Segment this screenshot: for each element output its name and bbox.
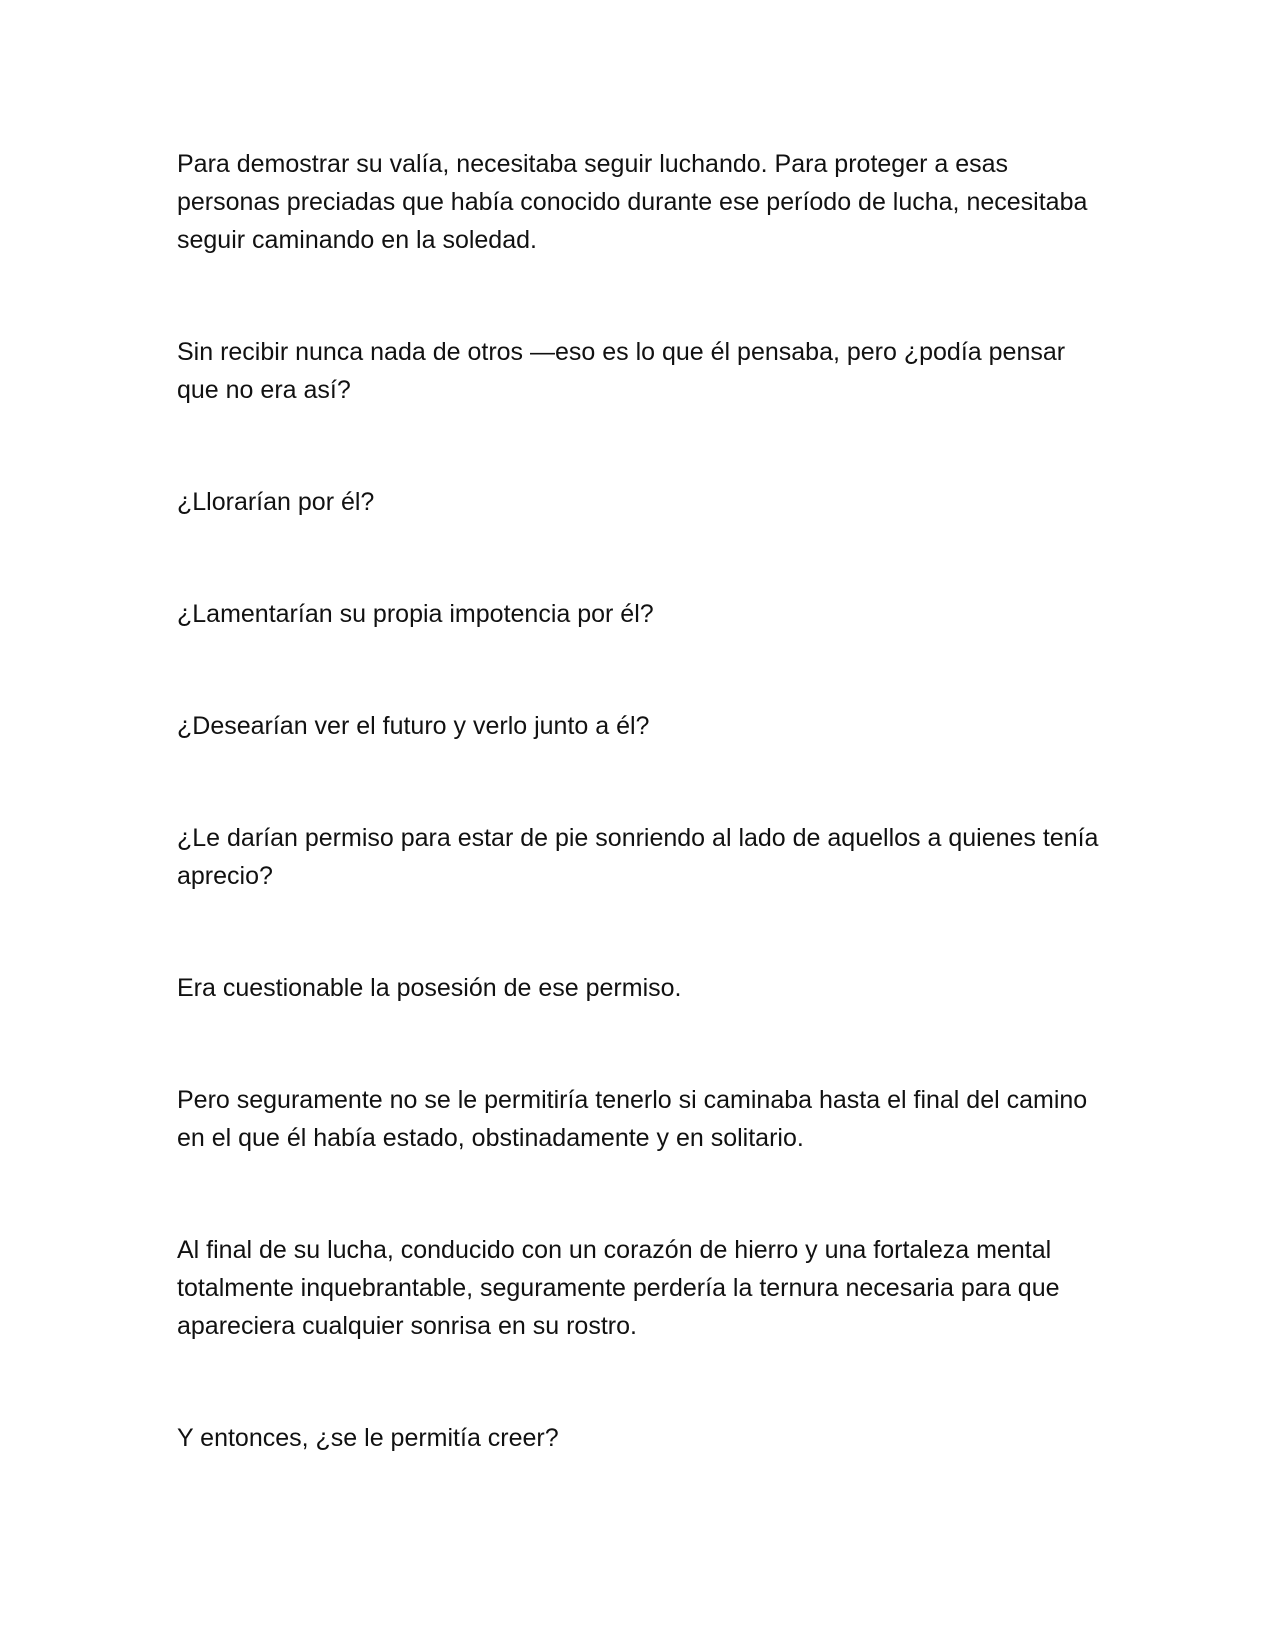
paragraph: Al final de su lucha, conducido con un corazón de hierro y una fortaleza mental totalmente inquebrantable, seguramente perdería la ternura necesaria para que apareciera cualquier sonrisa en su rostro. [177,1236,1060,1340]
paragraph: Pero seguramente no se le permitiría tenerlo si caminaba hasta el final del camino en el que él había estado, obstinadamente y en solitario. [177,1086,1088,1152]
paragraph: Sin recibir nunca nada de otros —eso es lo que él pensaba, pero ¿podía pensar que no era así? [177,338,1066,404]
paragraph: Era cuestionable la posesión de ese permiso. [177,974,682,1002]
paragraph: ¿Desearían ver el futuro y verlo junto a él? [177,712,650,740]
paragraph: Y entonces, ¿se le permitía creer? [177,1424,559,1452]
paragraph: ¿Lamentarían su propia impotencia por él? [177,600,654,628]
paragraph: Para demostrar su valía, necesitaba seguir luchando. Para proteger a esas personas preciadas que había conocido durante ese período de lucha, necesitaba seguir caminando en la soledad. [177,150,1088,254]
text-body [177,145,1107,1531]
paragraph: ¿Llorarían por él? [177,488,375,516]
paragraph: ¿Le darían permiso para estar de pie sonriendo al lado de aquellos a quienes tenía aprecio? [177,824,1099,890]
